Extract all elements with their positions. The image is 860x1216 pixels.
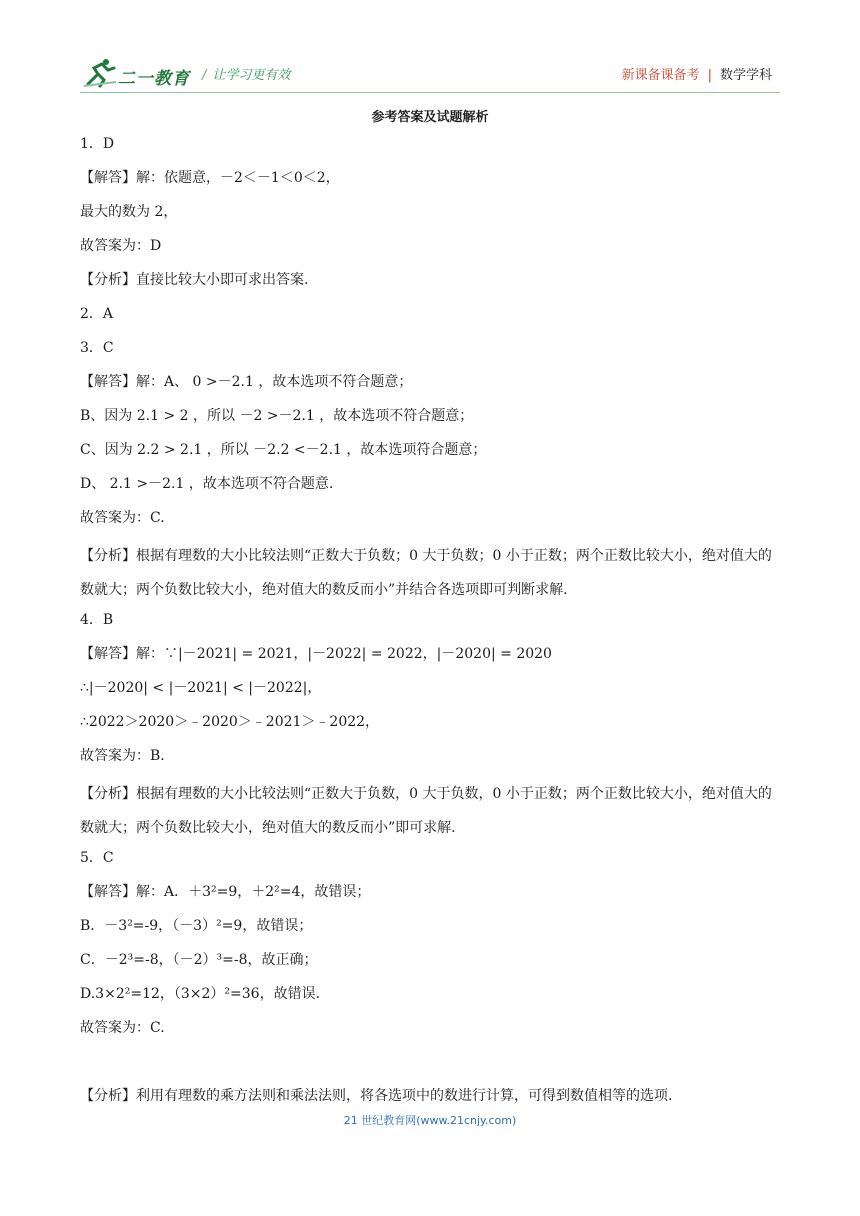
answer-line: 【解答】解：A、 0 >－2.1 ，故本选项不符合题意； <box>80 374 413 390</box>
header-right <box>622 64 772 83</box>
answer-line: 故答案为：B. <box>80 748 165 764</box>
answer-line: B．－3²=-9，（－3）²=9，故错误； <box>80 918 313 934</box>
slogan: / 让学习更有效 <box>202 68 291 83</box>
answer-line: C、因为 2.2 > 2.1 ，所以 －2.2 <－2.1 ，故本选项符合题意； <box>80 442 487 458</box>
answer-line: 故答案为：C. <box>80 510 165 526</box>
slogan-text: 让学习更有效 <box>212 68 291 83</box>
answer-line: 【分析】直接比较大小即可求出答案. <box>80 272 309 288</box>
runner-logo-icon <box>84 58 118 88</box>
answer-line: 【解答】解：A．＋3²=9，＋2²=4，故错误； <box>80 884 371 900</box>
answer-line: C．－2³=-8，（－2）³=-8，故正确； <box>80 952 318 968</box>
answer-content <box>80 131 780 1117</box>
analysis-paragraph: 【分析】根据有理数的大小比较法则“正数大于负数；0 大于负数；0 小于正数；两个正数比较大小，绝对值大的数就大；两个负数比较大小，绝对值大的数反而小”并结合各选项即可判断求解. <box>80 548 772 598</box>
analysis-paragraph: 【分析】根据有理数的大小比较法则“正数大于负数，0 大于负数，0 小于正数；两个正数比较大小，绝对值大的数就大；两个负数比较大小，绝对值大的数反而小”即可求解. <box>80 786 772 836</box>
page-header <box>80 54 780 94</box>
logo-text: 二一教育 <box>118 69 190 89</box>
answer-line: 2．A <box>80 306 114 322</box>
answer-line: 最大的数为 2， <box>80 204 178 220</box>
subject-label: 数学学科 <box>719 68 772 83</box>
answer-line: ∴|－2020| < |－2021| < |－2022|， <box>80 680 322 696</box>
answer-line: B、因为 2.1 > 2 ，所以 －2 >－2.1 ，故本选项不符合题意； <box>80 408 474 424</box>
page-title: 参考答案及试题解析 <box>371 110 489 125</box>
answer-line: 【解答】解：依题意，－2＜－1＜0＜2， <box>80 170 340 186</box>
logo <box>84 58 194 90</box>
answer-line: 故答案为：C. <box>80 1020 165 1036</box>
answer-line: D.3×2²=12，（3×2）²=36，故错误. <box>80 986 321 1002</box>
answer-line: 故答案为：D <box>80 238 162 254</box>
answer-line: D、 2.1 >－2.1 ，故本选项不符合题意. <box>80 476 334 492</box>
answer-line: 【解答】解：∵|－2021| = 2021，|－2022| = 2022，|－2020| = 2020 <box>80 646 552 662</box>
answer-line: 5．C <box>80 850 114 866</box>
answer-line: 【分析】利用有理数的乘方法则和乘法法则，将各选项中的数进行计算，可得到数值相等的选项. <box>80 1088 673 1104</box>
header-divider <box>80 92 780 93</box>
answer-line: 3．C <box>80 340 114 356</box>
answer-line: 4．B <box>80 612 114 628</box>
header-separator: | <box>707 68 712 83</box>
course-label: 新课备课备考 <box>621 68 700 83</box>
answer-line: 1．D <box>80 136 115 152</box>
answer-line: ∴2022＞2020＞﹣2020＞﹣2021＞﹣2022， <box>80 714 380 730</box>
footer-text: 21 世纪教育网(www.21cnjy.com) <box>343 1114 517 1127</box>
